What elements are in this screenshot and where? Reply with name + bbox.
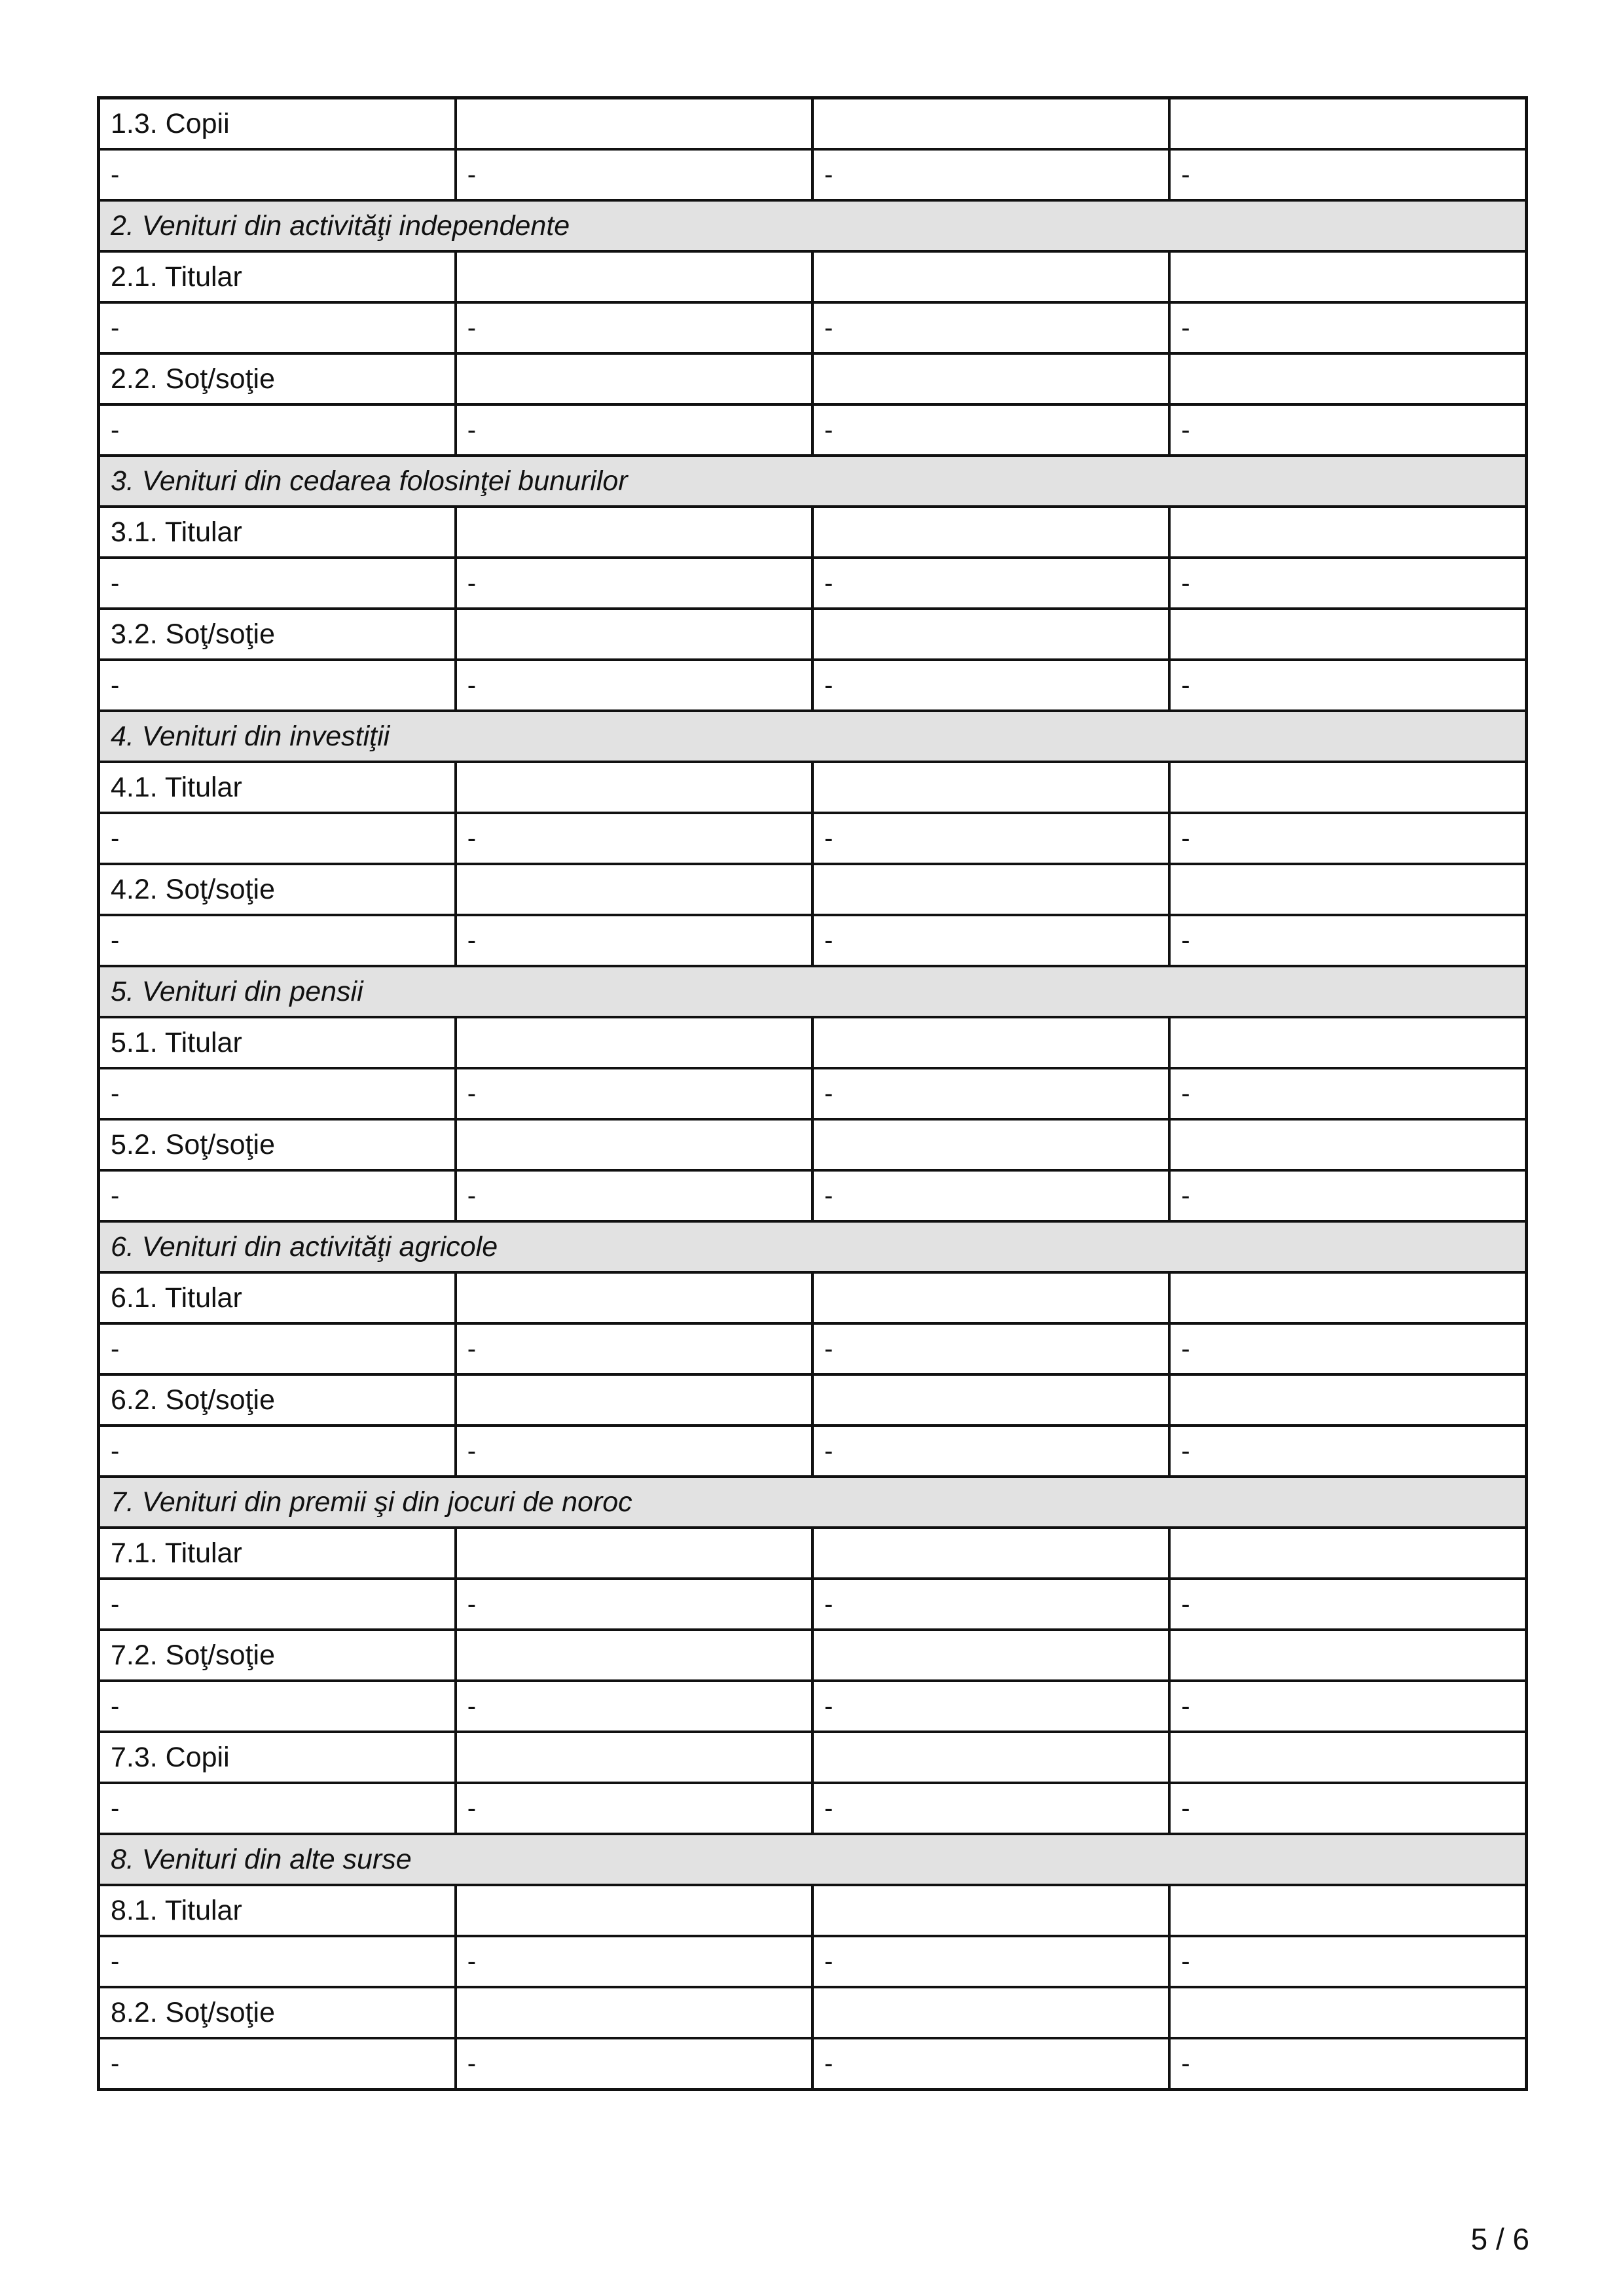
table-cell: -: [456, 813, 812, 864]
empty-cell: [812, 1885, 1169, 1936]
empty-cell: [1169, 864, 1526, 915]
section-title: 2. Venituri din activităţi independente: [99, 200, 1527, 251]
table-row: [99, 1936, 1527, 1987]
table-cell: -: [1169, 2038, 1526, 2090]
table-cell: -: [99, 302, 456, 353]
income-declaration-table: [97, 96, 1528, 2091]
person-row: [99, 1630, 1527, 1681]
table-cell: -: [812, 149, 1169, 200]
table-cell: -: [456, 1068, 812, 1119]
empty-cell: [456, 864, 812, 915]
table-cell: -: [99, 2038, 456, 2090]
section-title: 4. Venituri din investiţii: [99, 711, 1527, 762]
table-cell: -: [1169, 813, 1526, 864]
table-cell: -: [99, 1681, 456, 1732]
empty-cell: [812, 1017, 1169, 1068]
person-row: [99, 251, 1527, 302]
table-row: [99, 404, 1527, 456]
table-cell: -: [456, 1936, 812, 1987]
empty-cell: [812, 507, 1169, 558]
empty-cell: [1169, 1987, 1526, 2038]
table-cell: -: [99, 1068, 456, 1119]
table-cell: -: [812, 660, 1169, 711]
table-cell: -: [456, 1783, 812, 1834]
person-row: [99, 98, 1527, 150]
table-cell: -: [1169, 1170, 1526, 1221]
person-label: 7.3. Copii: [99, 1732, 456, 1783]
table-cell: -: [99, 660, 456, 711]
person-label: 2.2. Soţ/soţie: [99, 353, 456, 404]
person-label: 4.1. Titular: [99, 762, 456, 813]
table-cell: -: [812, 1681, 1169, 1732]
table-row: [99, 1681, 1527, 1732]
table-cell: -: [812, 1170, 1169, 1221]
empty-cell: [456, 1374, 812, 1426]
table-cell: -: [456, 149, 812, 200]
table-cell: -: [456, 1426, 812, 1477]
table-cell: -: [1169, 149, 1526, 200]
table-cell: -: [456, 404, 812, 456]
empty-cell: [456, 1017, 812, 1068]
section-header-row: [99, 966, 1527, 1017]
table-cell: -: [1169, 404, 1526, 456]
person-row: [99, 507, 1527, 558]
table-cell: -: [812, 1936, 1169, 1987]
person-row: [99, 864, 1527, 915]
table-row: [99, 302, 1527, 353]
person-label: 4.2. Soţ/soţie: [99, 864, 456, 915]
table-cell: -: [99, 1426, 456, 1477]
empty-cell: [812, 98, 1169, 150]
table-cell: -: [812, 1426, 1169, 1477]
empty-cell: [1169, 609, 1526, 660]
table-cell: -: [812, 404, 1169, 456]
empty-cell: [812, 864, 1169, 915]
table-row: [99, 915, 1527, 966]
empty-cell: [456, 1272, 812, 1323]
table-row: [99, 1426, 1527, 1477]
table-cell: -: [99, 1170, 456, 1221]
table-cell: -: [99, 149, 456, 200]
person-label: 7.1. Titular: [99, 1528, 456, 1579]
table-cell: -: [456, 1170, 812, 1221]
section-title: 6. Venituri din activităţi agricole: [99, 1221, 1527, 1272]
table-cell: -: [99, 1323, 456, 1374]
table-cell: -: [1169, 558, 1526, 609]
empty-cell: [812, 1528, 1169, 1579]
empty-cell: [456, 1630, 812, 1681]
empty-cell: [1169, 507, 1526, 558]
empty-cell: [1169, 1119, 1526, 1170]
empty-cell: [456, 1987, 812, 2038]
person-row: [99, 762, 1527, 813]
empty-cell: [1169, 353, 1526, 404]
table-cell: -: [99, 813, 456, 864]
empty-cell: [1169, 98, 1526, 150]
person-label: 5.1. Titular: [99, 1017, 456, 1068]
empty-cell: [1169, 1885, 1526, 1936]
person-label: 6.2. Soţ/soţie: [99, 1374, 456, 1426]
empty-cell: [456, 1732, 812, 1783]
table-cell: -: [812, 1323, 1169, 1374]
table-body: [99, 98, 1527, 2090]
table-cell: -: [99, 1783, 456, 1834]
empty-cell: [456, 353, 812, 404]
empty-cell: [1169, 1732, 1526, 1783]
table-cell: -: [456, 660, 812, 711]
empty-cell: [1169, 251, 1526, 302]
table-row: [99, 660, 1527, 711]
table-cell: -: [812, 558, 1169, 609]
empty-cell: [456, 609, 812, 660]
empty-cell: [812, 1272, 1169, 1323]
person-label: 6.1. Titular: [99, 1272, 456, 1323]
table-cell: -: [99, 1936, 456, 1987]
table-cell: -: [99, 404, 456, 456]
person-row: [99, 353, 1527, 404]
section-header-row: [99, 200, 1527, 251]
section-header-row: [99, 711, 1527, 762]
person-row: [99, 609, 1527, 660]
table-cell: -: [456, 302, 812, 353]
empty-cell: [812, 609, 1169, 660]
section-header-row: [99, 1477, 1527, 1528]
table-cell: -: [812, 1579, 1169, 1630]
person-label: 8.2. Soţ/soţie: [99, 1987, 456, 2038]
section-title: 3. Venituri din cedarea folosinţei bunurilor: [99, 456, 1527, 507]
empty-cell: [456, 98, 812, 150]
empty-cell: [812, 1374, 1169, 1426]
empty-cell: [456, 507, 812, 558]
empty-cell: [1169, 1374, 1526, 1426]
empty-cell: [812, 251, 1169, 302]
person-label: 7.2. Soţ/soţie: [99, 1630, 456, 1681]
table-cell: -: [1169, 1323, 1526, 1374]
empty-cell: [812, 1732, 1169, 1783]
empty-cell: [1169, 1630, 1526, 1681]
table-row: [99, 1579, 1527, 1630]
section-title: 5. Venituri din pensii: [99, 966, 1527, 1017]
table-cell: -: [456, 558, 812, 609]
person-label: 2.1. Titular: [99, 251, 456, 302]
person-label: 3.1. Titular: [99, 507, 456, 558]
table-cell: -: [1169, 1936, 1526, 1987]
section-header-row: [99, 456, 1527, 507]
person-row: [99, 1017, 1527, 1068]
empty-cell: [812, 1119, 1169, 1170]
empty-cell: [1169, 1528, 1526, 1579]
person-row: [99, 1987, 1527, 2038]
table-row: [99, 1170, 1527, 1221]
person-row: [99, 1732, 1527, 1783]
empty-cell: [1169, 1272, 1526, 1323]
person-label: 8.1. Titular: [99, 1885, 456, 1936]
table-cell: -: [456, 1323, 812, 1374]
table-row: [99, 149, 1527, 200]
table-cell: -: [812, 302, 1169, 353]
person-label: 1.3. Copii: [99, 98, 456, 150]
table-cell: -: [456, 915, 812, 966]
person-label: 5.2. Soţ/soţie: [99, 1119, 456, 1170]
section-title: 8. Venituri din alte surse: [99, 1834, 1527, 1885]
table-cell: -: [812, 813, 1169, 864]
person-row: [99, 1885, 1527, 1936]
table-row: [99, 1783, 1527, 1834]
page-number: 5 / 6: [1470, 2222, 1529, 2256]
empty-cell: [456, 762, 812, 813]
empty-cell: [1169, 762, 1526, 813]
table-cell: -: [1169, 660, 1526, 711]
table-cell: -: [1169, 1426, 1526, 1477]
table-cell: -: [1169, 1783, 1526, 1834]
table-cell: -: [1169, 1068, 1526, 1119]
empty-cell: [812, 762, 1169, 813]
table-cell: -: [1169, 302, 1526, 353]
table-cell: -: [99, 1579, 456, 1630]
table-cell: -: [812, 1068, 1169, 1119]
empty-cell: [812, 1987, 1169, 2038]
table-cell: -: [456, 2038, 812, 2090]
empty-cell: [812, 353, 1169, 404]
empty-cell: [456, 1528, 812, 1579]
table-row: [99, 2038, 1527, 2090]
table-row: [99, 813, 1527, 864]
table-cell: -: [1169, 1579, 1526, 1630]
person-row: [99, 1374, 1527, 1426]
empty-cell: [456, 1885, 812, 1936]
table-row: [99, 1323, 1527, 1374]
section-header-row: [99, 1834, 1527, 1885]
table-cell: -: [1169, 1681, 1526, 1732]
person-row: [99, 1272, 1527, 1323]
person-row: [99, 1528, 1527, 1579]
section-header-row: [99, 1221, 1527, 1272]
table-row: [99, 1068, 1527, 1119]
table-cell: -: [1169, 915, 1526, 966]
table-row: [99, 558, 1527, 609]
table-cell: -: [99, 915, 456, 966]
empty-cell: [456, 1119, 812, 1170]
table-cell: -: [812, 1783, 1169, 1834]
table-cell: -: [456, 1579, 812, 1630]
person-label: 3.2. Soţ/soţie: [99, 609, 456, 660]
table-cell: -: [99, 558, 456, 609]
section-title: 7. Venituri din premii şi din jocuri de noroc: [99, 1477, 1527, 1528]
table-cell: -: [812, 2038, 1169, 2090]
empty-cell: [812, 1630, 1169, 1681]
table-cell: -: [812, 915, 1169, 966]
table-cell: -: [456, 1681, 812, 1732]
person-row: [99, 1119, 1527, 1170]
empty-cell: [456, 251, 812, 302]
empty-cell: [1169, 1017, 1526, 1068]
